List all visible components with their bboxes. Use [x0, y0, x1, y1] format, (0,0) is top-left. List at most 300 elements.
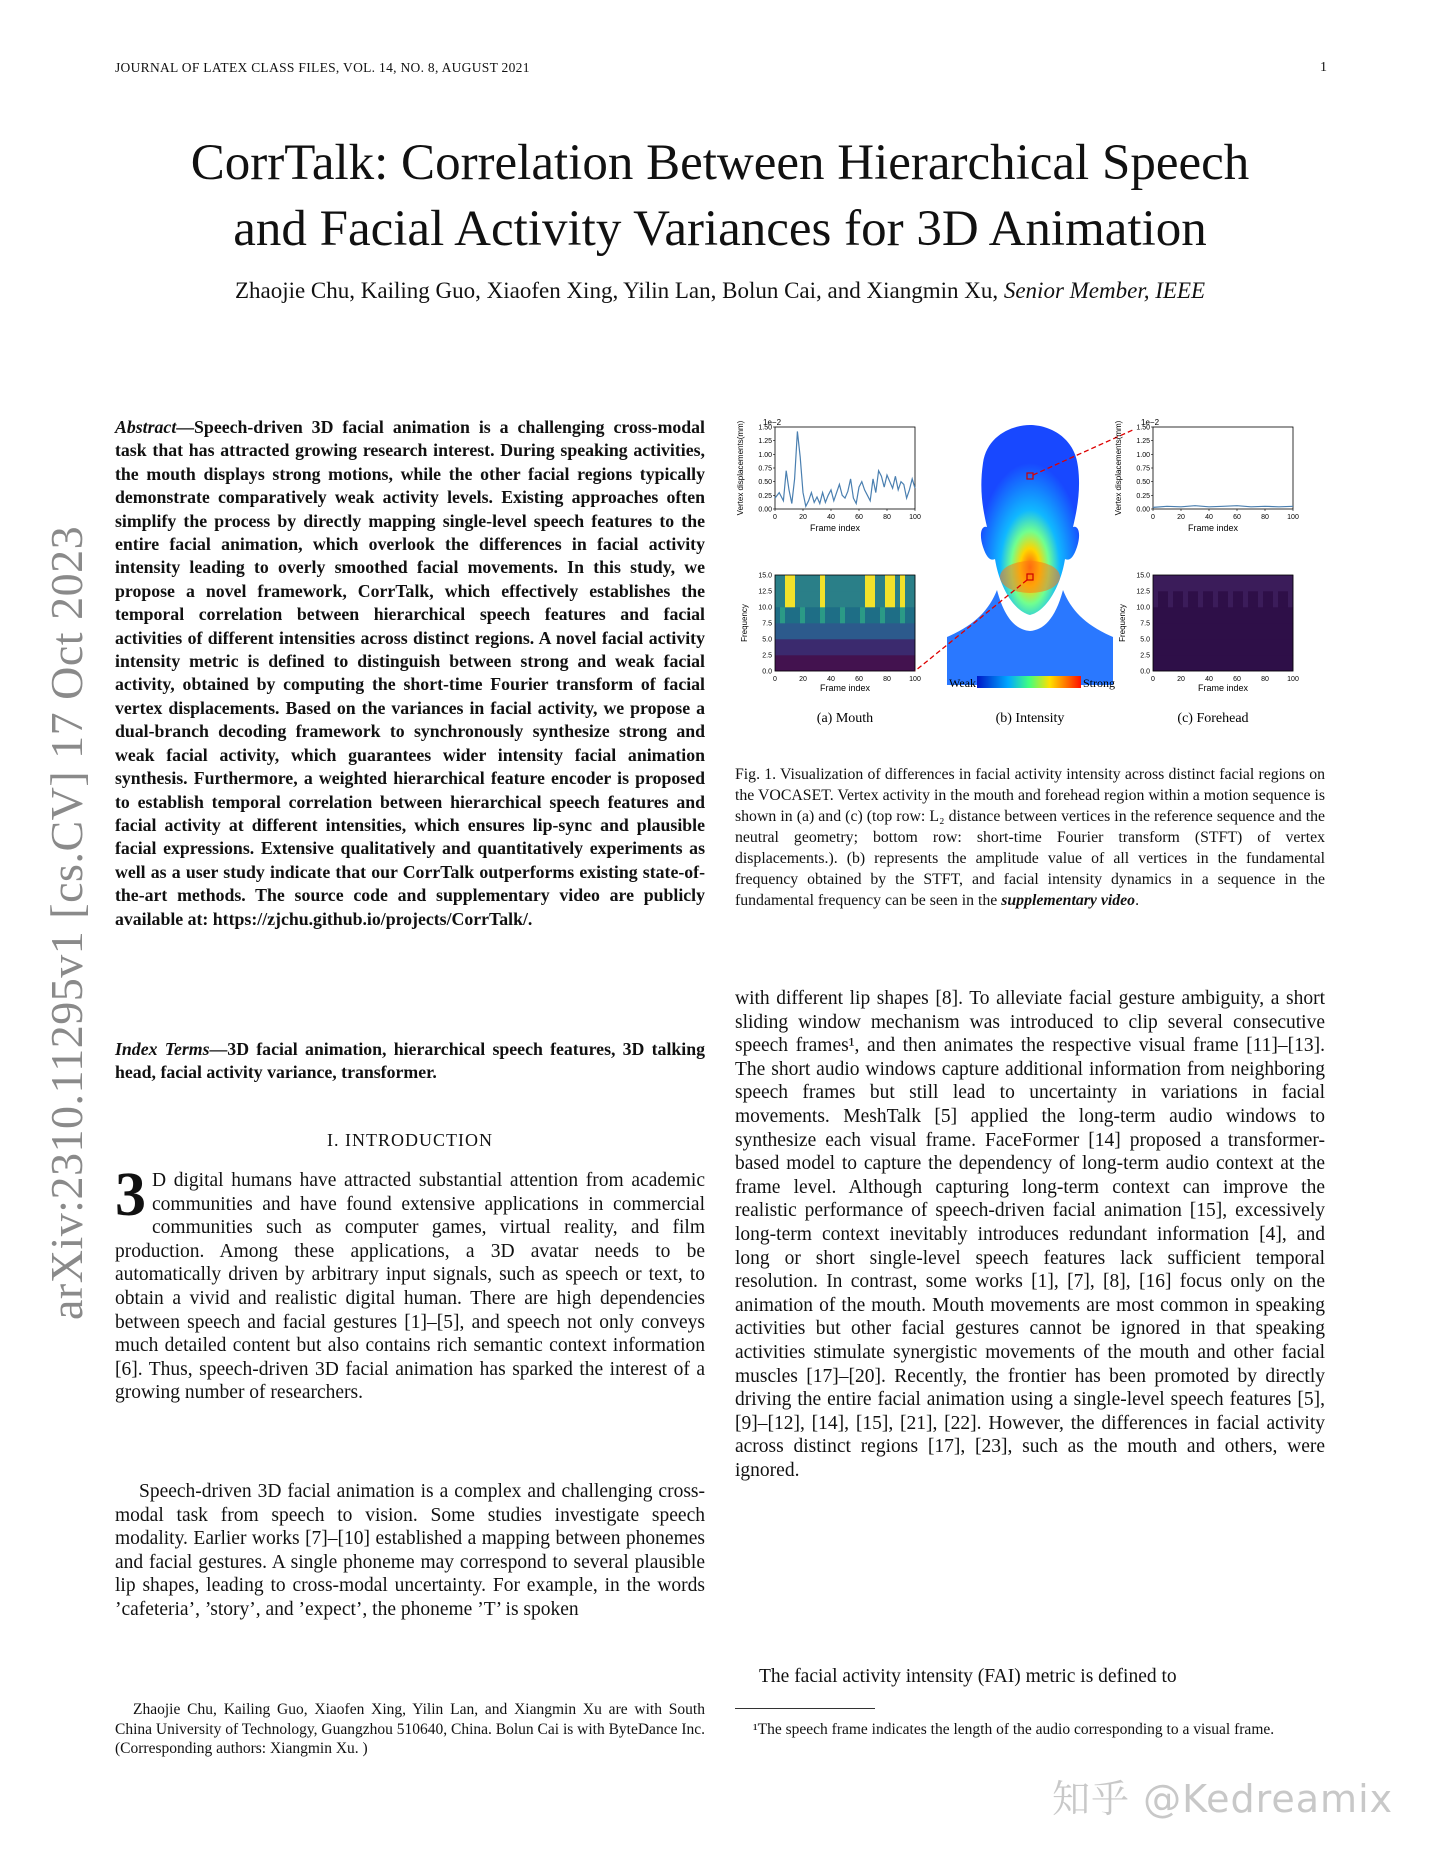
- spectrogram-cell: [785, 623, 790, 639]
- spectrogram-cell: [1163, 607, 1168, 623]
- spectrogram-cell: [1238, 575, 1243, 591]
- spectrogram-cell: [885, 639, 890, 655]
- spectrogram-cell: [1278, 655, 1283, 671]
- sublabel-intensity: (b) Intensity: [995, 711, 1065, 726]
- spectrogram-cell: [910, 591, 915, 607]
- spectrogram-cell: [1153, 575, 1158, 591]
- sublabel-mouth: (a) Mouth: [816, 711, 874, 726]
- spectrogram-cell: [825, 623, 830, 639]
- y-tick-label: 12.5: [758, 588, 772, 596]
- spectrogram-cell: [800, 639, 805, 655]
- spectrogram-cell: [790, 655, 795, 671]
- y-ticks: [1136, 573, 1150, 676]
- spectrogram-cell: [900, 575, 905, 591]
- spectrogram-cell: [1253, 607, 1258, 623]
- spectrogram-cell: [790, 607, 795, 623]
- x-tick-label: 100: [1287, 676, 1299, 683]
- spectrogram-cell: [830, 591, 835, 607]
- spectrogram-cell: [905, 607, 910, 623]
- spectrogram-cell: [1173, 607, 1178, 623]
- spectrogram-cell: [820, 591, 825, 607]
- spectrogram-cell: [830, 575, 835, 591]
- spectrogram-cell: [870, 607, 875, 623]
- spectrogram-cell: [910, 607, 915, 623]
- spectrogram-cell: [860, 639, 865, 655]
- spectrogram-cell: [1253, 623, 1258, 639]
- spectrogram-cell: [875, 607, 880, 623]
- y-tick-label: 0.75: [758, 465, 772, 473]
- spectrogram-cell: [1153, 623, 1158, 639]
- x-ticks: [1151, 509, 1299, 521]
- spectrogram-cell: [1178, 575, 1183, 591]
- spectrogram-cell: [1258, 607, 1263, 623]
- spectrogram-cell: [1158, 575, 1163, 591]
- spectrogram-cell: [875, 639, 880, 655]
- spectrogram-cell: [1238, 655, 1243, 671]
- spectrogram-cell: [800, 607, 805, 623]
- spectrogram-cell: [1158, 655, 1163, 671]
- spectrogram-cell: [1178, 655, 1183, 671]
- spectrogram-cell: [1228, 607, 1233, 623]
- speech-frame-footnote: ¹The speech frame indicates the length of the audio corresponding to a visual frame.: [753, 1721, 1275, 1738]
- spectrogram-cell: [1263, 655, 1268, 671]
- x-tick-label: 20: [1177, 514, 1185, 521]
- spectrogram-cell: [855, 591, 860, 607]
- spectrogram-cell: [1188, 607, 1193, 623]
- x-axis-label: Frame index: [819, 683, 871, 693]
- spectrogram-cell: [1268, 655, 1273, 671]
- spectrogram-cell: [1263, 639, 1268, 655]
- spectrogram-cell: [1258, 655, 1263, 671]
- spectrogram-cell: [800, 655, 805, 671]
- spectrogram-cell: [905, 591, 910, 607]
- spectrogram-cell: [835, 655, 840, 671]
- y-tick-label: 7.5: [1140, 620, 1150, 628]
- section-heading: I. INTRODUCTION: [327, 1130, 493, 1150]
- spectrogram-cell: [1273, 591, 1278, 607]
- spectrogram-cell: [1223, 607, 1228, 623]
- spectrogram-cell: [820, 655, 825, 671]
- spectrogram-cell: [835, 591, 840, 607]
- spectrogram-cell: [875, 655, 880, 671]
- spectrogram-cell: [780, 623, 785, 639]
- spectrogram-cell: [865, 607, 870, 623]
- y-tick-label: 2.5: [762, 652, 772, 660]
- x-tick-label: 0: [773, 514, 777, 521]
- spectrogram-cell: [820, 575, 825, 591]
- x-tick-label: 40: [1205, 514, 1213, 521]
- spectrogram-cell: [1248, 655, 1253, 671]
- spectrogram-cell: [1238, 639, 1243, 655]
- y-tick-label: 0.75: [1136, 465, 1150, 473]
- paper-title: [100, 130, 1340, 262]
- spectrogram-cell: [1158, 591, 1163, 607]
- spectrogram-cell: [870, 639, 875, 655]
- mouth-spectrogram: [740, 573, 921, 694]
- spectrogram-cell: [1223, 575, 1228, 591]
- spectrogram-cell: [1158, 639, 1163, 655]
- spectrogram-cell: [775, 623, 780, 639]
- spectrogram-cell: [890, 591, 895, 607]
- index-terms-text: —3D facial animation, hierarchical speech features, 3D talking head, facial activity variance, transformer.: [115, 1039, 705, 1083]
- y-tick-label: 0.25: [758, 492, 772, 500]
- spectrogram-cell: [860, 607, 865, 623]
- spectrogram-cell: [820, 639, 825, 655]
- spectrogram-cell: [1218, 623, 1223, 639]
- spectrogram-cell: [795, 639, 800, 655]
- spectrogram-cell: [840, 575, 845, 591]
- spectrogram-cell: [895, 655, 900, 671]
- spectrogram-cell: [1283, 591, 1288, 607]
- spectrogram-cell: [810, 655, 815, 671]
- footnote-rule: [735, 1708, 875, 1709]
- spectrogram-cell: [785, 591, 790, 607]
- spectrogram-cell: [1168, 591, 1173, 607]
- spectrogram-cell: [905, 655, 910, 671]
- spectrogram-cell: [1233, 639, 1238, 655]
- spectrogram-cell: [795, 591, 800, 607]
- spectrogram-cell: [1163, 575, 1168, 591]
- spectrogram-cell: [825, 639, 830, 655]
- spectrogram-cell: [1283, 575, 1288, 591]
- y-tick-label: 15.0: [758, 572, 772, 580]
- spectrogram-cell: [780, 575, 785, 591]
- y-tick-label: 5.0: [1140, 636, 1150, 644]
- y-tick-label: 0.50: [758, 479, 772, 487]
- spectrogram-cell: [1228, 623, 1233, 639]
- spectrogram-cell: [1278, 623, 1283, 639]
- spectrogram-cell: [885, 623, 890, 639]
- spectrogram-cell: [1198, 591, 1203, 607]
- spectrogram-cell: [1233, 655, 1238, 671]
- y-tick-label: 1.50: [758, 424, 772, 432]
- x-tick-label: 80: [883, 676, 891, 683]
- spectrogram-cell: [885, 575, 890, 591]
- running-header: JOURNAL OF LATEX CLASS FILES, VOL. 14, NO. 8, AUGUST 2021: [115, 60, 530, 75]
- spectrogram-cell: [1208, 575, 1213, 591]
- spectrogram-cell: [1203, 655, 1208, 671]
- y-tick-label: 1.25: [1136, 438, 1150, 446]
- spectrogram-cell: [1243, 607, 1248, 623]
- spectrogram-cell: [1243, 575, 1248, 591]
- x-tick-label: 40: [827, 676, 835, 683]
- y-tick-label: 0.00: [1136, 506, 1150, 514]
- spectrogram-cell: [890, 623, 895, 639]
- spectrogram-cell: [785, 655, 790, 671]
- spectrogram-cell: [1228, 639, 1233, 655]
- y-tick-label: 10.0: [1136, 604, 1150, 612]
- spectrogram-cell: [800, 575, 805, 591]
- spectrogram-cell: [1273, 607, 1278, 623]
- spectrogram-cell: [1268, 607, 1273, 623]
- spectrogram-cell: [1198, 639, 1203, 655]
- spectrogram-cell: [1218, 575, 1223, 591]
- x-tick-label: 80: [883, 514, 891, 521]
- colorbar-weak: Weak: [949, 676, 977, 690]
- x-axis-label: Frame index: [809, 523, 861, 533]
- caption-emphasis: supplementary video: [1001, 892, 1136, 909]
- spectrogram-cell: [870, 655, 875, 671]
- spectrogram-cell: [835, 575, 840, 591]
- spectrogram-cell: [825, 575, 830, 591]
- spectrogram-cell: [1168, 623, 1173, 639]
- spectrogram-cell: [900, 591, 905, 607]
- spectrogram-cell: [1278, 591, 1283, 607]
- spectrogram-cell: [1158, 623, 1163, 639]
- spectrogram-cell: [885, 655, 890, 671]
- spectrogram-cell: [840, 639, 845, 655]
- spectrogram-cell: [865, 639, 870, 655]
- x-ticks: [1151, 676, 1299, 693]
- spectrogram-cell: [1188, 575, 1193, 591]
- spectrogram-cell: [1198, 575, 1203, 591]
- spectrogram-cell: [1173, 655, 1178, 671]
- spectrogram-cell: [900, 623, 905, 639]
- spectrogram-cell: [850, 575, 855, 591]
- spectrogram-cell: [1233, 591, 1238, 607]
- spectrogram-cell: [1188, 591, 1193, 607]
- spectrogram-cell: [870, 623, 875, 639]
- spectrogram-cell: [880, 591, 885, 607]
- spectrogram-cell: [1153, 655, 1158, 671]
- spectrogram-cell: [790, 575, 795, 591]
- spectrogram-cell: [1203, 607, 1208, 623]
- spectrogram-cell: [885, 591, 890, 607]
- y-axis-label: Vertex displacements(mm): [736, 420, 745, 516]
- x-ticks: [773, 509, 921, 521]
- spectrogram-cell: [1288, 607, 1293, 623]
- spectrogram-cell: [1248, 575, 1253, 591]
- spectrogram-cell: [850, 623, 855, 639]
- spectrogram-cell: [785, 639, 790, 655]
- caption-end: .: [1135, 892, 1140, 909]
- spectrogram-cell: [805, 655, 810, 671]
- spectrogram-cell: [1238, 607, 1243, 623]
- y-tick-label: 7.5: [762, 620, 772, 628]
- spectrogram-cell: [1213, 639, 1218, 655]
- x-tick-label: 0: [1151, 676, 1155, 683]
- spectrogram-cell: [785, 607, 790, 623]
- spectrogram-cell: [1223, 655, 1228, 671]
- spectrogram-cell: [1183, 639, 1188, 655]
- y-tick-label: 0.50: [1136, 479, 1150, 487]
- spectrogram-cell: [775, 639, 780, 655]
- spectrogram-cell: [1238, 591, 1243, 607]
- spectrogram-cell: [825, 591, 830, 607]
- y-axis-label: Vertex displacements(mm): [1114, 420, 1123, 516]
- spectrogram-cell: [855, 607, 860, 623]
- author-footnote: Zhaojie Chu, Kailing Guo, Xiaofen Xing, Yilin Lan, and Xiangmin Xu are with South China University of Technology, Guangzhou 510640, China. Bolun Cai is with ByteDance Inc. (Corresponding authors: Xiangmin Xu. ): [115, 1701, 705, 1757]
- spectrogram-cell: [775, 591, 780, 607]
- spectrogram-cell: [895, 607, 900, 623]
- spectrogram-cell: [845, 575, 850, 591]
- spectrogram-cell: [1188, 623, 1193, 639]
- spectrogram-cell: [790, 623, 795, 639]
- spectrogram-cell: [815, 639, 820, 655]
- spectrogram-cell: [835, 623, 840, 639]
- x-tick-label: 60: [855, 676, 863, 683]
- spectrogram-cell: [1173, 575, 1178, 591]
- watermark: 知乎 @Kedreamix: [1052, 1777, 1394, 1821]
- spectrogram-cell: [1168, 655, 1173, 671]
- spectrogram-cell: [1193, 607, 1198, 623]
- spectrogram-cell: [1178, 591, 1183, 607]
- face-intensity-map: [915, 425, 1135, 690]
- spectrogram-cell: [890, 575, 895, 591]
- spectrogram-cell: [1268, 575, 1273, 591]
- spectrogram-cells: [1153, 575, 1293, 671]
- spectrogram-cell: [880, 575, 885, 591]
- spectrogram-cell: [1203, 639, 1208, 655]
- mouth-line-plot: [736, 418, 921, 533]
- spectrogram-cell: [780, 655, 785, 671]
- spectrogram-cell: [1198, 655, 1203, 671]
- spectrogram-cell: [1223, 623, 1228, 639]
- spectrogram-cell: [900, 655, 905, 671]
- spectrogram-cell: [1208, 623, 1213, 639]
- spectrogram-cell: [910, 655, 915, 671]
- spectrogram-cell: [860, 623, 865, 639]
- spectrogram-cell: [1193, 639, 1198, 655]
- spectrogram-cell: [1213, 623, 1218, 639]
- y-tick-label: 1.00: [1136, 451, 1150, 459]
- spectrogram-cell: [815, 591, 820, 607]
- spectrogram-cell: [800, 623, 805, 639]
- spectrogram-cell: [880, 655, 885, 671]
- spectrogram-cell: [875, 575, 880, 591]
- spectrogram-cells: [775, 575, 915, 671]
- spectrogram-cell: [895, 591, 900, 607]
- spectrogram-cell: [1283, 639, 1288, 655]
- y-tick-label: 0.00: [758, 506, 772, 514]
- spectrogram-cell: [1288, 655, 1293, 671]
- spectrogram-cell: [1198, 623, 1203, 639]
- spectrogram-cell: [795, 655, 800, 671]
- spectrogram-cell: [1178, 639, 1183, 655]
- figure-1: [735, 415, 1325, 740]
- spectrogram-cell: [1258, 623, 1263, 639]
- spectrogram-cell: [805, 607, 810, 623]
- spectrogram-cell: [1183, 607, 1188, 623]
- spectrogram-cell: [1278, 639, 1283, 655]
- y-tick-label: 1.25: [758, 438, 772, 446]
- x-tick-label: 40: [1205, 676, 1213, 683]
- spectrogram-cell: [810, 575, 815, 591]
- spectrogram-cell: [855, 639, 860, 655]
- spectrogram-cell: [1188, 639, 1193, 655]
- spectrogram-cell: [1228, 575, 1233, 591]
- spectrogram-cell: [1173, 639, 1178, 655]
- spectrogram-cell: [1228, 655, 1233, 671]
- spectrogram-cell: [1158, 607, 1163, 623]
- author-list: [100, 278, 1340, 304]
- intro-paragraph-2: Speech-driven 3D facial animation is a complex and challenging cross-modal task from speech to vision. Some studies investigate speech modality. Earlier works [7]–[10] established a mapping between phonemes and facial gestures. A single phoneme may correspond to several plausible lip shapes, leading to cross-modal uncertainty. For example, in the words ’cafeteria’, ’story’, and ’expect’, the phoneme ’T’ is spoken: [115, 1481, 705, 1620]
- spectrogram-cell: [850, 607, 855, 623]
- spectrogram-cell: [1248, 607, 1253, 623]
- spectrogram-cell: [1268, 623, 1273, 639]
- spectrogram-cell: [775, 655, 780, 671]
- spectrogram-cell: [1243, 591, 1248, 607]
- spectrogram-cell: [1153, 607, 1158, 623]
- right-paragraph-1: with different lip shapes [8]. To alleviate facial gesture ambiguity, a short sliding window mechanism was introduced to clip several consecutive speech frames¹, and then animates the respective visual frame [11]–[13]. The short audio windows capture additional information from neighboring speech frames but still lead to uncertainty in variations in facial movements. MeshTalk [5] applied the long-term audio windows to synthesize each visual frame. FaceFormer [14] proposed a transformer-based model to capture the dependency of long-term audio context at the frame level. Although capturing long-term context can improve the realistic performance of speech-driven facial animation [15], excessively long-term context inevitably introduces redundant information [4], and long or short single-level speech features lack sufficient temporal resolution. In contrast, some works [1], [7], [8], [16] focus only on the animation of the mouth. Mouth movements are most common in speaking activities but other facial gestures cannot be ignored in that speaking activities stimulate synergistic movements of the mouth and other facial muscles [17]–[20]. Recently, the frontier has been promoted by directly driving the entire facial animation using a single-level speech features [5], [9]–[12], [14], [15], [21], [22]. However, the differences in facial activity across distinct regions [17], [23], such as the mouth and others, were ignored.: [735, 988, 1325, 1481]
- spectrogram-cell: [1273, 575, 1278, 591]
- spectrogram-cell: [810, 607, 815, 623]
- abstract-label: Abstract: [115, 417, 177, 437]
- x-tick-label: 60: [1233, 514, 1241, 521]
- spectrogram-cell: [895, 639, 900, 655]
- spectrogram-cell: [825, 655, 830, 671]
- spectrogram-cell: [860, 575, 865, 591]
- spectrogram-cell: [870, 591, 875, 607]
- x-tick-label: 20: [799, 676, 807, 683]
- spectrogram-cell: [900, 639, 905, 655]
- spectrogram-cell: [905, 575, 910, 591]
- spectrogram-cell: [850, 639, 855, 655]
- author-names: Zhaojie Chu, Kailing Guo, Xiaofen Xing, Yilin Lan, Bolun Cai, and Xiangmin Xu,: [234, 278, 999, 303]
- spectrogram-cell: [845, 607, 850, 623]
- spectrogram-cell: [1188, 655, 1193, 671]
- spectrogram-cell: [830, 623, 835, 639]
- spectrogram-cell: [1203, 575, 1208, 591]
- spectrogram-cell: [880, 607, 885, 623]
- spectrogram-cell: [1258, 639, 1263, 655]
- spectrogram-cell: [905, 623, 910, 639]
- author-role: Senior Member, IEEE: [1003, 278, 1206, 303]
- scale-note: 1e−2: [763, 418, 782, 427]
- spectrogram-cell: [1208, 655, 1213, 671]
- sublabel-forehead: (c) Forehead: [1177, 711, 1249, 726]
- spectrogram-cell: [1168, 607, 1173, 623]
- spectrogram-cell: [1243, 623, 1248, 639]
- spectrogram-cell: [1248, 639, 1253, 655]
- spectrogram-cell: [840, 623, 845, 639]
- arxiv-stamp: arXiv:2310.11295v1 [cs.CV] 17 Oct 2023: [41, 525, 92, 1320]
- spectrogram-cell: [845, 591, 850, 607]
- spectrogram-cell: [1193, 575, 1198, 591]
- intro-p1-text: D digital humans have attracted substantial attention from academic communities and have found extensive applications in commercial communities such as computer games, virtual reality, and film production. Among these applications, a 3D avatar needs to be automatically driven by arbitrary input signals, such as speech or text, to obtain a vivid and realistic digital human. There are high dependencies between speech and facial gestures [1]–[5], and speech not only conveys much detailed content but also contains rich semantic context information [6]. Thus, speech-driven 3D facial animation has sparked the interest of a growing number of researchers.: [115, 1170, 705, 1404]
- spectrogram-cell: [820, 623, 825, 639]
- spectrogram-cell: [830, 639, 835, 655]
- spectrogram-cell: [910, 623, 915, 639]
- spectrogram-cell: [1203, 591, 1208, 607]
- x-tick-label: 40: [827, 514, 835, 521]
- spectrogram-cell: [805, 591, 810, 607]
- spectrogram-cell: [895, 623, 900, 639]
- spectrogram-cell: [1283, 655, 1288, 671]
- spectrogram-cell: [1283, 607, 1288, 623]
- spectrogram-cell: [1193, 591, 1198, 607]
- spectrogram-cell: [815, 575, 820, 591]
- spectrogram-cell: [1218, 639, 1223, 655]
- y-tick-label: 10.0: [758, 604, 772, 612]
- spectrogram-cell: [1163, 639, 1168, 655]
- spectrogram-cell: [855, 623, 860, 639]
- spectrogram-cell: [850, 655, 855, 671]
- abstract-text: —Speech-driven 3D facial animation is a challenging cross-modal task that has attracted growing research interest. During speaking activities, the mouth displays strong motions, while the other facial regions typically demonstrate comparatively weak activity levels. Existing approaches often simplify the process by directly mapping single-level speech features to the entire facial animation, which overlook the differences in facial activity intensity leading to overly smoothed facial movements. In this study, we propose a novel framework, CorrTalk, which effectively establishes the temporal correlation between hierarchical speech features and facial activities of different intensities across distinct regions. A novel facial activity intensity metric is defined to distinguish between strong and weak facial activity, obtained by computing the short-time Fourier transform of facial vertex displacements. Based on the variances in facial activity, we propose a dual-branch decoding framework to synchronously synthesize strong and weak facial activity, which guarantees wider intensity facial animation synthesis. Furthermore, a weighted hierarchical feature encoder is proposed to establish temporal correlation between hierarchical speech features and facial activity at different intensities, which ensures lip-sync and plausible facial expressions. Extensive qualitatively and quantitatively experiments as well as a user study indicate that our CorrTalk outperforms existing state-of-the-art methods. The source code and supplementary video are publicly available at: https://zjchu.github.io/projects/CorrTalk/.: [115, 417, 705, 929]
- spectrogram-cell: [795, 607, 800, 623]
- spectrogram-cell: [1263, 591, 1268, 607]
- spectrogram-cell: [835, 639, 840, 655]
- spectrogram-cell: [1243, 639, 1248, 655]
- x-tick-label: 100: [909, 514, 921, 521]
- x-tick-label: 80: [1261, 514, 1269, 521]
- x-tick-label: 0: [1151, 514, 1155, 521]
- spectrogram-cell: [1213, 575, 1218, 591]
- y-tick-label: 1.00: [758, 451, 772, 459]
- spectrogram-cell: [1253, 591, 1258, 607]
- right-paragraph-2: The facial activity intensity (FAI) metric is defined to: [759, 1666, 1177, 1687]
- spectrogram-cell: [895, 575, 900, 591]
